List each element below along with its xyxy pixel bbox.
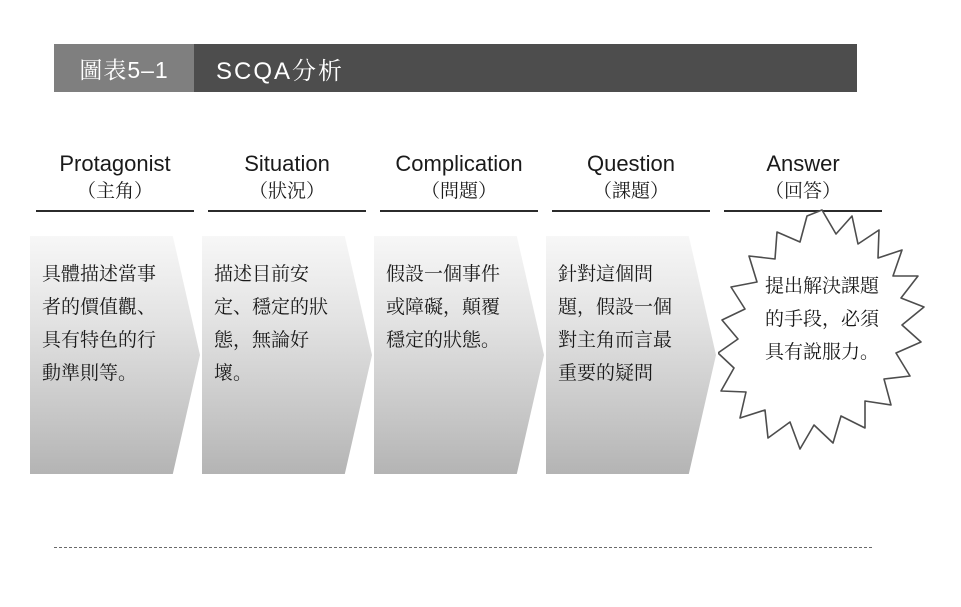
column-title-en: Answer — [766, 151, 840, 176]
chevron-shape — [546, 236, 716, 474]
column-title-zh: （回答） — [764, 181, 841, 202]
column-title-zh: （問題） — [420, 181, 497, 202]
column-title-en: Situation — [244, 151, 330, 176]
answer-body-text: 提出解決課題的手段，必須具有說服力。 — [764, 276, 879, 363]
column-header — [30, 150, 200, 206]
column-title-zh: （狀況） — [248, 181, 325, 202]
column-protagonist — [30, 150, 200, 510]
column-title-en: Protagonist — [59, 151, 171, 176]
answer-starburst — [718, 208, 926, 498]
column-complication — [374, 150, 544, 510]
column-situation — [202, 150, 372, 510]
column-body-text: 假設一個事件或障礙，顛覆穩定的狀態。 — [386, 264, 501, 351]
column-body-text: 描述目前安定、穩定的狀態，無論好壞。 — [214, 264, 329, 384]
column-title-zh: （課題） — [592, 181, 669, 202]
column-body-text: 針對這個問題，假設一個對主角而言最重要的疑問 — [558, 264, 673, 384]
column-title-en: Complication — [395, 151, 523, 176]
chevron-shape — [202, 236, 372, 474]
column-title-en: Question — [586, 151, 676, 176]
column-header — [546, 150, 716, 206]
chevron-shape — [30, 236, 200, 474]
header-rule — [552, 210, 710, 212]
footer-divider — [54, 547, 872, 548]
column-header — [718, 150, 888, 206]
column-question — [546, 150, 716, 510]
chevron-shape — [374, 236, 544, 474]
chart-number-label: 圖表5–1 — [54, 44, 194, 92]
column-header — [374, 150, 544, 206]
header-rule — [380, 210, 538, 212]
column-body-text: 具體描述當事者的價值觀、具有特色的行動準則等。 — [42, 264, 157, 384]
chart-title-bar — [54, 44, 857, 92]
header-rule — [36, 210, 194, 212]
column-title-zh: （主角） — [76, 181, 153, 202]
header-rule — [208, 210, 366, 212]
page-title: SCQA分析 — [194, 44, 857, 92]
column-header — [202, 150, 372, 206]
